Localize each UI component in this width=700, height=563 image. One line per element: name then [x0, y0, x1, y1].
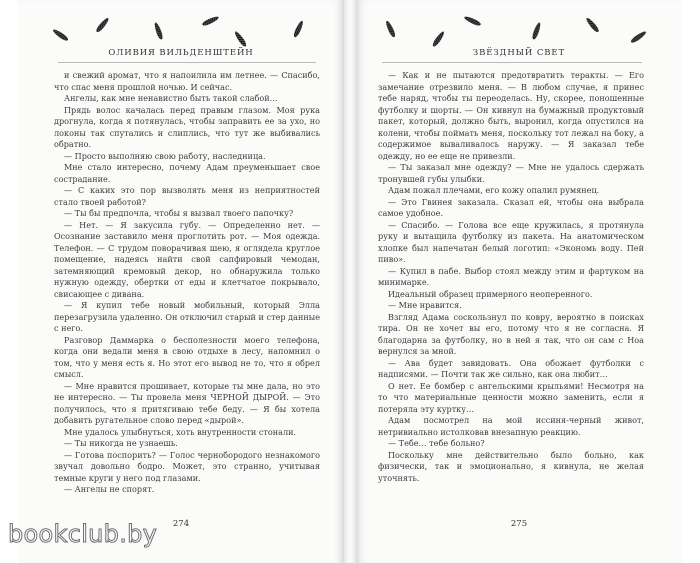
paragraph: Прядь волос качалась перед правым глазом. Моя рука дрогнула, когда я потянулась, чтобы заправить ее за ухо, но локоны так спутались и слиплись, что тут же выбивались обратно.: [54, 104, 320, 149]
paragraph: — Ты никогда не узнаешь.: [64, 438, 178, 448]
paragraph: — Мне нравится.: [388, 300, 462, 310]
paragraph: Мне стало интересно, почему Адам преуменьшает свое сострадание.: [54, 162, 320, 184]
right-page: [356, 0, 682, 563]
paragraph: — Купил в пабе. Выбор стоял между этим и фартуком на минимарке.: [378, 265, 644, 287]
right-header-rule: [382, 62, 642, 63]
right-page-text: [378, 70, 644, 484]
paragraph: — Готова поспорить? — Голос чернобородого незнакомого звучал довольно бодро. Может, это странно, учитывая темные круги у него под глазами.: [54, 449, 320, 483]
paragraph: — Спасибо. — Голова все еще кружилась, я протянула руку и вытащила футболку из пакета. На анатомическом хлопке был напечатан белый логотип: «Экономь воду. Пей пиво».: [378, 219, 644, 264]
paragraph: Поскольку мне действительно было больно, как физически, так и эмоционально, я кивнула, не желая уточнять.: [378, 449, 644, 483]
paragraph: и свежий аромат, что я напоилила им летнее. — Спасибо, что спас меня прошлой ночью. И сейчас.: [54, 70, 320, 92]
paragraph: — Ангелы не спорят.: [64, 484, 155, 494]
site-watermark: bookclub.by: [8, 520, 158, 548]
paragraph: — Тебе… тебе больно?: [388, 438, 485, 448]
left-header-rule: [58, 62, 316, 63]
left-page-number: 274: [172, 519, 190, 529]
paragraph: — С каких это пор вызволять меня из неприятностей стало твоей работой?: [54, 185, 320, 207]
paragraph: — Это Гвинея заказала. Сказал ей, чтобы она выбрала самое удобное.: [378, 196, 644, 218]
book-gutter: [344, 0, 356, 563]
paragraph: — Ты бы предпочла, чтобы я вызвал твоего папочку?: [64, 208, 294, 218]
left-page: [18, 0, 344, 563]
paragraph: Разговор Даммарка о бесполезности моего телефона, когда они ведали меня в свою отдыхе в лесу, напомнил о том, что у меня есть я. Но этот его вывод не то, что я обрел смысл.: [54, 334, 320, 379]
paragraph: — Ты заказал мне одежду? — Мне не удалось сдержать тронувшей губы улыбки.: [378, 162, 644, 184]
paragraph: — Мне нравится прошивает, которые ты мне дала, но это не интересно. — Ты провела меня ЧЕРНОЙ ДЫРОЙ. — Это получилось, что я притягиваю тебе беду. — Я бы хотела добавить ругательное слово перед «дырой».: [54, 380, 320, 425]
paragraph: — Нет. — Я закусила губу. — Определенно нет. — Осознание заставило меня проглотить рот. — Моя одежда. Телефон. — С трудом поворачивая шею, я оглядела круглое помещение, надеясь найти свой сапфировый чемодан, затемняющий кремовый декор, но обнаружила только нужную одежду, обертки от еды и клетчатое покрывало, свисающее с дивана.: [54, 219, 320, 299]
paragraph: Ангелы, как мне ненавистно быть такой слабой…: [64, 93, 278, 103]
right-page-header: ЗВЁЗДНЫЙ СВЕТ: [472, 48, 566, 58]
left-page-text: [54, 70, 320, 496]
paragraph: Мне удалось улыбнуться, хоть внутренности стонали.: [64, 426, 297, 437]
right-page-number: 275: [510, 519, 528, 529]
paragraph: — Как и не пытаются предотвратить теракты. — Его замечание отрезвило меня. — В любом случае, я принес тебе наряд, чтобы ты переоделась. Ну, скорее, поношенные футболку и шорты. — Он кивнул на бумажный продуктовый пакет, который, должно быть, выронил, когда опустился на колени, чтобы поймать меня, поскольку тот лежал на боку, а содержимое вываливалось наружу. — Я заказал тебе одежду, но ее еще не привезли.: [378, 70, 644, 161]
paragraph: — Просто выполняю свою работу, наследница.: [64, 150, 266, 161]
left-page-header: ОЛИВИЯ ВИЛЬДЕНШТЕЙН: [108, 48, 254, 58]
paragraph: — Я купил тебе новый мобильный, который Элла перезагрузила удаленно. Он отключил старый и стер данные с него.: [54, 300, 320, 333]
paragraph: О нет. Ее бомбер с ангельскими крыльями! Несмотря на то что материальные ценности можно заменить, если я потеряла эту куртку…: [378, 380, 644, 414]
paragraph: Взгляд Адама соскользнул по ковру, вероятно в поисках тира. Он не хочет вы его, потому что я не согласна. Я благодарна за футболку, но в ней я так, что он сам с Ноа вернулся за мной.: [378, 311, 644, 356]
paragraph: Идеальный образец примерного неоперенного.: [388, 288, 593, 299]
paragraph: — Ава будет завидовать. Она обожает футболки с надписями. — Почти так же сильно, как она любит…: [378, 357, 644, 379]
paragraph: Адам пожал плечами, его кожу опалил румянец.: [388, 185, 600, 195]
paragraph: Адам посмотрел на мой иссиня-черный живот, нетривиально истолковав внезапную реакцию.: [378, 415, 644, 437]
